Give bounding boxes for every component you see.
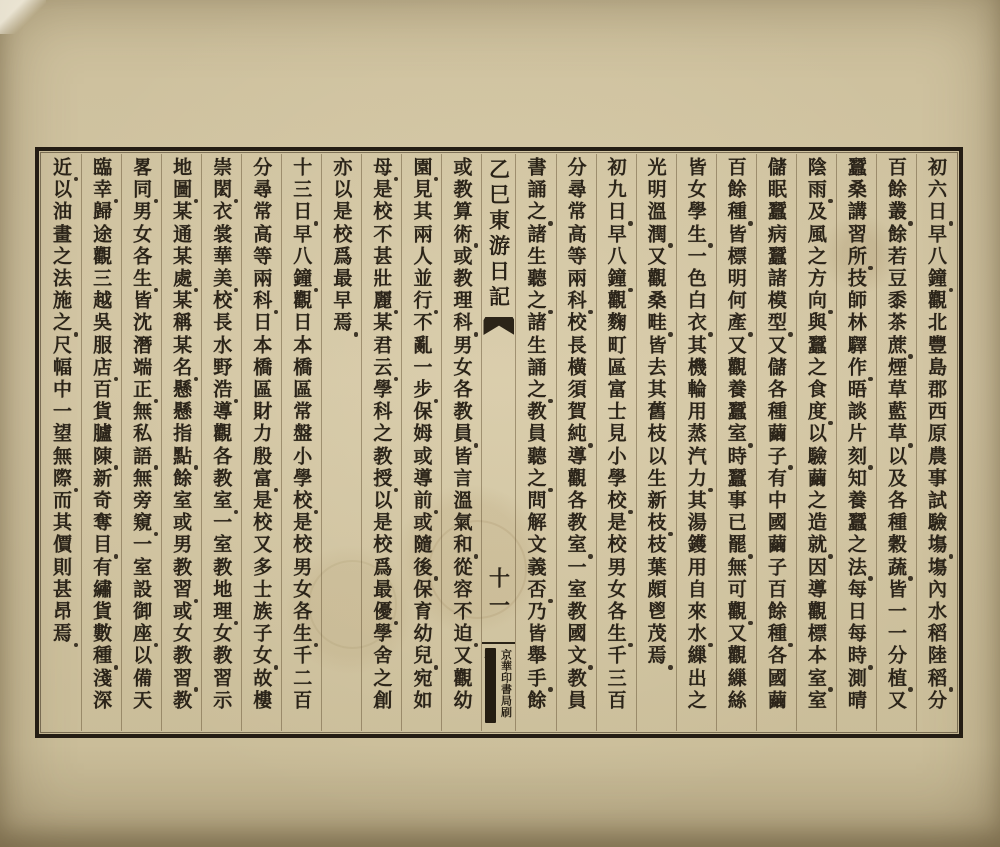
- text-column: 分尋常高等兩科日本橋區財力殷富是校又多士族子女故樓: [241, 154, 281, 731]
- text-column: 初六日早八鐘觀北豐島郡西原農事試驗塲塲內水稻陸稻分: [916, 154, 956, 731]
- text-column: 或教算術或教理科男女各教員皆言溫氣和從容不迫又觀幼: [441, 154, 481, 731]
- text-column: 母是校不甚壯麗某君云學科之教授以是校爲最優學舍之創: [361, 154, 401, 731]
- text-column: 陰雨及風之方向與蠶之食度以驗繭之造就因導觀標本室室: [796, 154, 836, 731]
- page-frame: [35, 147, 963, 738]
- text-column: 臨幸歸途觀三越吳服店百貨臚陳新奇奪目有繡貨數種淺深: [81, 154, 121, 731]
- text-column: 儲眠蠶病蠶諸模型又儲各種繭子有中國繭子百餘種各國繭: [756, 154, 796, 731]
- text-column: 百餘種皆標明何產又觀養蠶室時蠶事已罷無可觀又觀繅絲: [716, 154, 756, 731]
- text-column: 崇閎衣裳華美校長水野浩導觀各教室一室教地理女教習示: [201, 154, 241, 731]
- book-title: 乙巳東游日記: [486, 158, 512, 311]
- text-column: 初九日早八鐘觀麴町區富士見小學校是校男女各生千三百: [596, 154, 636, 731]
- text-column: 書誦之諸生聽之諸生誦之教員聽之問解文義否乃皆舉手餘: [515, 154, 555, 731]
- text-column: 分尋常高等兩科校長橫須賀純導觀各教室一室教國文教員: [556, 154, 596, 731]
- text-column: 皆女學生一色白衣其機輪用蒸汽力其湯鑊用自來水繅出之: [676, 154, 716, 731]
- publisher-imprint: [482, 642, 515, 731]
- text-column: 亦以是校爲最早焉: [321, 154, 361, 731]
- text-column: 百餘叢餘若豆黍茶蔗煙草藍草以及各種穀蔬皆一一分植又: [876, 154, 916, 731]
- page-corner-highlight: [0, 0, 46, 34]
- text-column: 十三日早八鐘觀日本橋區常盤小學校是校男女各生千二百: [281, 154, 321, 731]
- page-number: 十一: [486, 567, 512, 621]
- text-column: 畧同男女各生皆沈潛端正無私語無旁窺一室設御座以備天: [121, 154, 161, 731]
- text-columns: [42, 154, 956, 731]
- banxin-center-column: [481, 154, 515, 731]
- text-column: 光明溫潤又觀桑畦皆去其舊枝以生新枝枝葉頗鬯茂焉: [636, 154, 676, 731]
- publisher-name: 京華印書局刷印: [482, 649, 513, 718]
- text-column: 近以油畫之法施之尺幅中一望無際而其價則甚昂焉: [50, 157, 73, 646]
- text-column: 地圖某通某處某稱某名懸懸指點餘室或男教習或女教習教: [161, 154, 201, 731]
- fishtail-icon: [483, 317, 514, 335]
- text-column: 園見其兩人並行不亂一步保姆或導前或隨後保育幼兒宛如: [401, 154, 441, 731]
- text-column: 蠶桑講習所技師林驛作晤談片刻知養蠶之法每日每時測晴: [836, 154, 876, 731]
